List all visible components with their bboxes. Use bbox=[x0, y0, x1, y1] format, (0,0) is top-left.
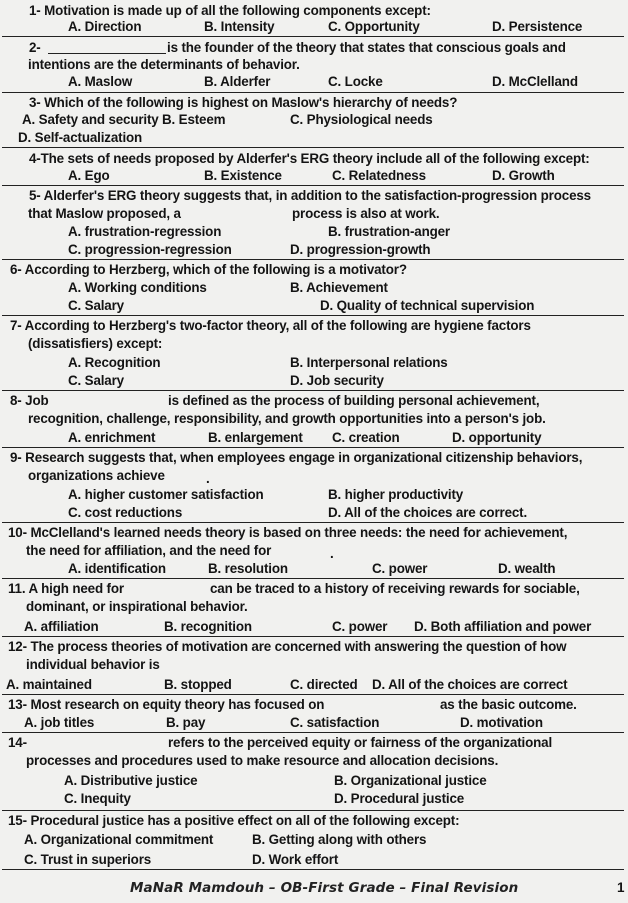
q5-stem-1: 5- Alderfer's ERG theory suggests that, in addition to the satisfaction-progression process bbox=[29, 188, 591, 203]
q5-option-c: C. progression-regression bbox=[68, 242, 232, 257]
footer-credit: MaNaR Mamdouh – OB-First Grade – Final Revision bbox=[130, 880, 519, 896]
divider bbox=[2, 522, 624, 523]
q4-option-a: A. Ego bbox=[68, 168, 110, 183]
q10-option-c: C. power bbox=[372, 561, 428, 576]
divider bbox=[2, 185, 624, 186]
q12-option-b: B. stopped bbox=[164, 677, 232, 692]
q10-option-d: D. wealth bbox=[498, 561, 556, 576]
divider bbox=[2, 636, 624, 637]
q13-option-a: A. job titles bbox=[24, 715, 95, 730]
q3-option-a: A. Safety and security bbox=[22, 112, 159, 127]
q11-option-c: C. power bbox=[332, 619, 388, 634]
q6-option-b: B. Achievement bbox=[290, 280, 388, 295]
q10-stem-1: 10- McClelland's learned needs theory is based on three needs: the need for achievement, bbox=[8, 525, 568, 540]
q6-stem: 6- According to Herzberg, which of the following is a motivator? bbox=[10, 262, 407, 277]
q12-option-d: D. All of the choices are correct bbox=[372, 677, 568, 692]
q13-stem-1: 13- Most research on equity theory has focused on bbox=[8, 697, 325, 712]
q9-option-b: B. higher productivity bbox=[328, 487, 464, 502]
q4-option-b: B. Existence bbox=[204, 168, 282, 183]
divider bbox=[2, 694, 624, 695]
q7-stem-1: 7- According to Herzberg's two-factor theory, all of the following are hygiene factors bbox=[10, 318, 531, 333]
q9-stem-1: 9- Research suggests that, when employees engage in organizational citizenship behaviors, bbox=[10, 450, 583, 465]
q2-option-b: B. Alderfer bbox=[204, 74, 271, 89]
q10-stem-3: . bbox=[330, 546, 334, 561]
q6-option-a: A. Working conditions bbox=[68, 280, 207, 295]
q14-option-d: D. Procedural justice bbox=[334, 791, 465, 806]
q8-stem-2: is defined as the process of building personal achievement, bbox=[168, 393, 540, 408]
q2-stem-1: is the founder of the theory that states that conscious goals and bbox=[167, 40, 566, 55]
q1-option-c: C. Opportunity bbox=[328, 19, 420, 34]
q15-option-c: C. Trust in superiors bbox=[24, 852, 152, 867]
q13-option-c: C. satisfaction bbox=[290, 715, 380, 730]
q4-stem: 4-The sets of needs proposed by Alderfer's ERG theory include all of the following except: bbox=[29, 151, 590, 166]
q10-stem-2: the need for affiliation, and the need for bbox=[26, 543, 272, 558]
q1-option-b: B. Intensity bbox=[204, 19, 275, 34]
q2-option-a: A. Maslow bbox=[68, 74, 133, 89]
q14-option-c: C. Inequity bbox=[64, 791, 131, 806]
q15-stem: 15- Procedural justice has a positive effect on all of the following except: bbox=[8, 813, 460, 828]
q13-option-d: D. motivation bbox=[460, 715, 543, 730]
divider bbox=[2, 259, 624, 260]
q13-stem-2: as the basic outcome. bbox=[440, 697, 577, 712]
q14-stem-2: processes and procedures used to make resource and allocation decisions. bbox=[26, 753, 499, 768]
q11-stem-1: 11. A high need for bbox=[8, 581, 124, 596]
q3-option-d: D. Self-actualization bbox=[18, 130, 143, 145]
q14-option-b: B. Organizational justice bbox=[334, 773, 487, 788]
q5-stem-3: process is also at work. bbox=[292, 206, 440, 221]
q5-stem-2: that Maslow proposed, a bbox=[28, 206, 181, 221]
divider bbox=[2, 315, 624, 316]
divider bbox=[2, 810, 624, 811]
q3-stem: 3- Which of the following is highest on Maslow's hierarchy of needs? bbox=[29, 95, 458, 110]
q2-option-d: D. McClelland bbox=[492, 74, 578, 89]
q8-stem-3: recognition, challenge, responsibility, and growth opportunities into a person's job. bbox=[28, 411, 546, 426]
q9-option-a: A. higher customer satisfaction bbox=[68, 487, 264, 502]
q13-option-b: B. pay bbox=[166, 715, 206, 730]
q10-option-a: A. identification bbox=[68, 561, 166, 576]
q15-option-b: B. Getting along with others bbox=[252, 832, 427, 847]
q12-option-c: C. directed bbox=[290, 677, 358, 692]
q9-option-d: D. All of the choices are correct. bbox=[328, 505, 528, 520]
q7-option-b: B. Interpersonal relations bbox=[290, 355, 448, 370]
q14-number: 14- bbox=[8, 735, 27, 750]
q2-number: 2- bbox=[29, 40, 41, 55]
q11-stem-3: dominant, or inspirational behavior. bbox=[26, 599, 248, 614]
q8-option-a: A. enrichment bbox=[68, 430, 156, 445]
q6-option-c: C. Salary bbox=[68, 298, 124, 313]
q7-option-a: A. Recognition bbox=[68, 355, 161, 370]
q2-option-c: C. Locke bbox=[328, 74, 383, 89]
page-number: 1 bbox=[617, 880, 625, 895]
q10-option-b: B. resolution bbox=[208, 561, 288, 576]
q8-option-d: D. opportunity bbox=[452, 430, 542, 445]
q11-stem-2: can be traced to a history of receiving rewards for sociable, bbox=[210, 581, 580, 596]
q5-option-b: B. frustration-anger bbox=[328, 224, 450, 239]
q3-option-b: B. Esteem bbox=[162, 112, 226, 127]
q1-option-d: D. Persistence bbox=[492, 19, 583, 34]
q8-stem-1: 8- Job bbox=[10, 393, 49, 408]
q4-option-d: D. Growth bbox=[492, 168, 555, 183]
q11-option-a: A. affiliation bbox=[24, 619, 99, 634]
q4-option-c: C. Relatedness bbox=[332, 168, 426, 183]
q9-stem-2: organizations achieve bbox=[28, 468, 165, 483]
q15-option-d: D. Work effort bbox=[252, 852, 339, 867]
q1-stem: 1- Motivation is made up of all the following components except: bbox=[29, 3, 431, 18]
divider bbox=[2, 578, 624, 579]
divider bbox=[2, 147, 624, 148]
q8-option-b: B. enlargement bbox=[208, 430, 303, 445]
q15-option-a: A. Organizational commitment bbox=[24, 832, 214, 847]
q9-option-c: C. cost reductions bbox=[68, 505, 183, 520]
q11-option-b: B. recognition bbox=[164, 619, 252, 634]
q7-option-d: D. Job security bbox=[290, 373, 384, 388]
q2-stem-2: intentions are the determinants of behavior. bbox=[28, 57, 300, 72]
q1-option-a: A. Direction bbox=[68, 19, 142, 34]
q12-stem-2: individual behavior is bbox=[26, 657, 160, 672]
q11-option-d: D. Both affiliation and power bbox=[414, 619, 592, 634]
q8-option-c: C. creation bbox=[332, 430, 400, 445]
q9-stem-3: . bbox=[206, 471, 210, 486]
q12-option-a: A. maintained bbox=[6, 677, 92, 692]
q2-blank bbox=[48, 53, 166, 54]
q7-option-c: C. Salary bbox=[68, 373, 124, 388]
q5-option-a: A. frustration-regression bbox=[68, 224, 222, 239]
q3-option-c: C. Physiological needs bbox=[290, 112, 433, 127]
q5-option-d: D. progression-growth bbox=[290, 242, 431, 257]
divider bbox=[2, 869, 624, 870]
q12-stem-1: 12- The process theories of motivation are concerned with answering the question of how bbox=[8, 639, 567, 654]
divider bbox=[2, 36, 624, 37]
q14-stem-1: refers to the perceived equity or fairness of the organizational bbox=[168, 735, 553, 750]
divider bbox=[2, 92, 624, 93]
q6-option-d: D. Quality of technical supervision bbox=[320, 298, 535, 313]
divider bbox=[2, 447, 624, 448]
q14-option-a: A. Distributive justice bbox=[64, 773, 198, 788]
q7-stem-2: (dissatisfiers) except: bbox=[28, 336, 163, 351]
divider bbox=[2, 732, 624, 733]
divider bbox=[2, 390, 624, 391]
